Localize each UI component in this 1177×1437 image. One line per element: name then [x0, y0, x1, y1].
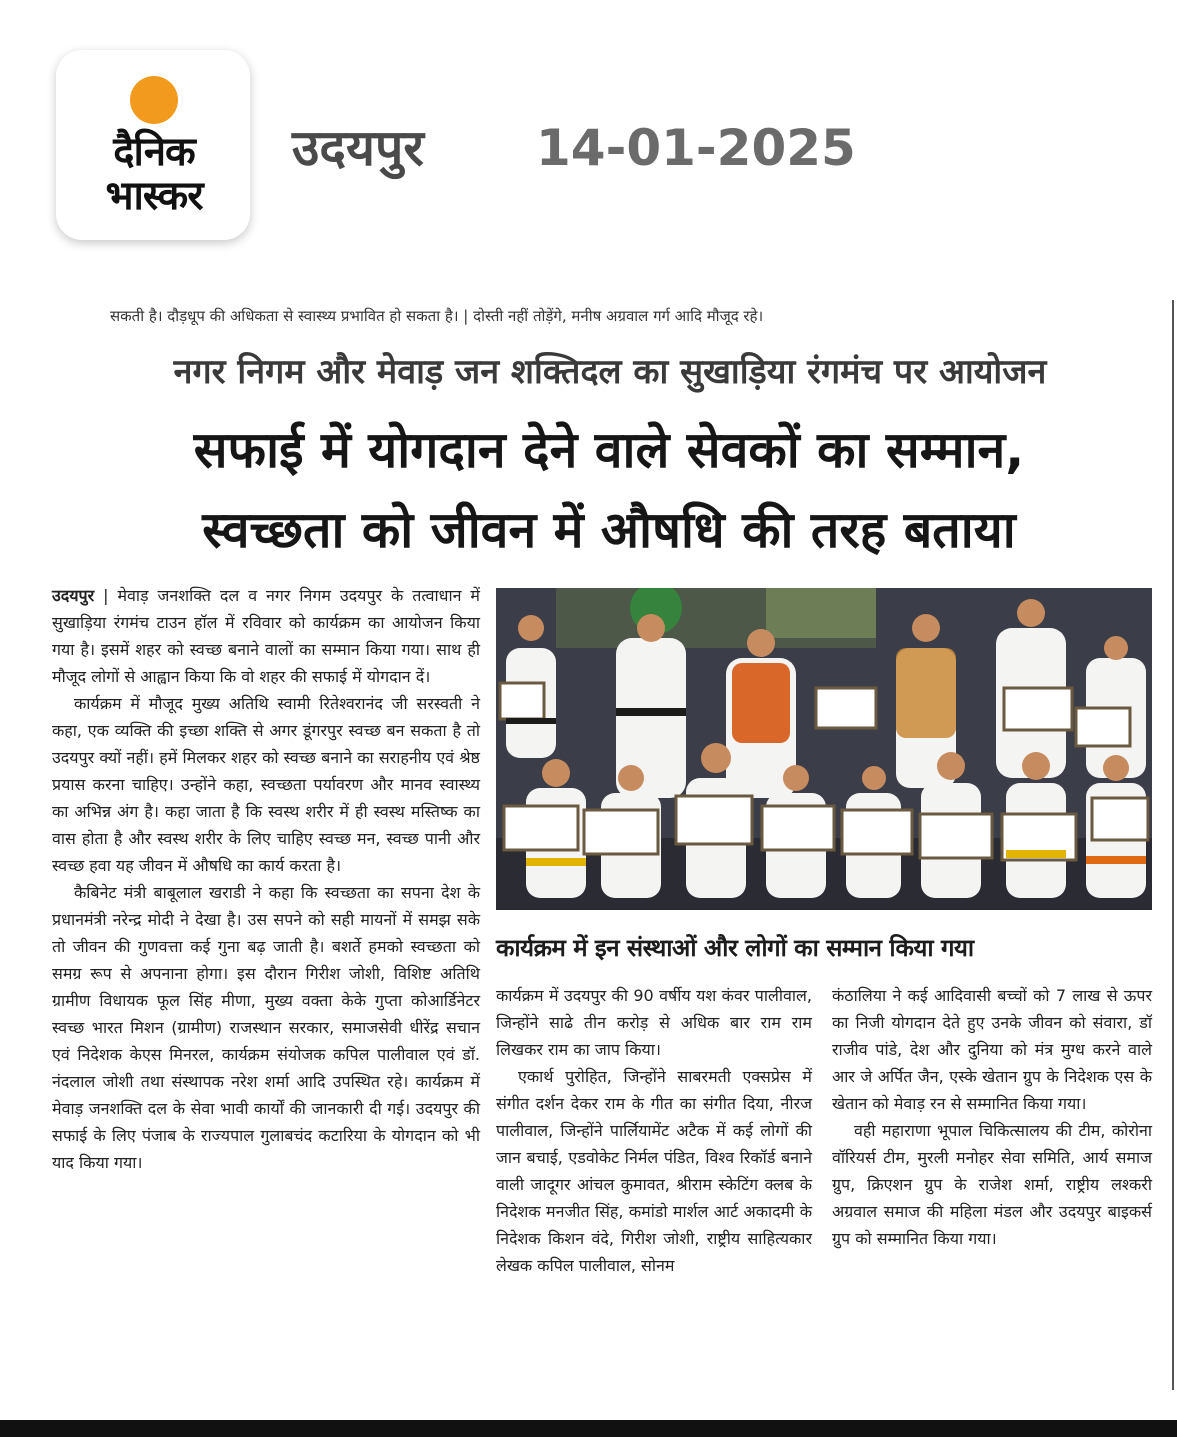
- article-kicker: नगर निगम और मेवाड़ जन शक्तिदल का सुखाड़िया रंगमंच पर आयोजन: [173, 352, 1047, 392]
- paragraph: एकार्थ पुरोहित, जिन्होंने साबरमती एक्सप्रेस में संगीत दर्शन देकर राम के गीत का संगीत दिया, नीरज पालीवाल, जिन्होंने पार्लियामेंट अटैक में कई लोगों की जान बचाई, एडवोकेट निर्मल पंडित, विश्व रिकॉर्ड बनाने वाली जादूगर आंचल कुमावत, श्रीराम स्केटिंग क्लब के निदेशक मनजीत सिंह, कमांडो मार्शल आर्ट अकादमी के निदेशक किशन वंदे, गिरीश जोशी, राष्ट्रीय साहित्यकार लेखक कपिल पालीवाल, सोनम: [496, 1067, 812, 1275]
- paragraph: वही महाराणा भूपाल चिकित्सालय की टीम, कोरोना वॉरियर्स टीम, मुरली मनोहर सेवा समिति, आर्य समाज ग्रुप, क्रिएशन ग्रुप के राजेश शर्मा, राष्ट्रीय लश्करी अग्रवाल समाज की महिला मंडल और उदयपुर बाइकर्स ग्रुप को सम्मानित किया गया।: [832, 1121, 1152, 1248]
- headline-line-2: स्वच्छता को जीवन में औषधि की तरह बताया: [202, 501, 1016, 559]
- paragraph: [52, 582, 480, 690]
- sun-icon: [130, 76, 178, 124]
- paragraph: कार्यक्रम में मौजूद मुख्य अतिथि स्वामी रितेश्वरानंद जी सरस्वती ने कहा, एक व्यक्ति की इच्छा शक्ति से अगर डूंगरपुर स्वच्छ बन सकता है तो उदयपुर क्यों नहीं। हमें मिलकर शहर को स्वच्छ बनाने का सराहनीय एवं श्रेष्ठ प्रयास करना चाहिए। उन्होंने कहा, स्वच्छता पर्यावरण और मानव स्वास्थ्य का अभिन्न अंग है। कहा जाता है कि स्वस्थ शरीर में ही स्वस्थ मस्तिष्क का वास होता है और स्वस्थ शरीर के लिए चाहिए स्वच्छ मन, स्वच्छ पानी और स्वच्छ हवा यह जीवन में औषधि का कार्य करता है।: [52, 694, 480, 875]
- logo-wordmark: दैनिक भास्कर: [105, 129, 203, 219]
- paragraph-text: | मेवाड़ जनशक्ति दल व नगर निगम उदयपुर के तत्वाधान में सुखाड़िया रंगमंच टाउन हॉल में रविवार को कार्यक्रम का आयोजन किया गया है। इसमें शहर को स्वच्छ बनाने वालों का सम्मान किया गया। साथ ही मौजूद लोगों से आह्वान किया कि वो शहर की सफाई में योगदान दें।: [52, 586, 480, 686]
- edition-date: 14-01-2025: [536, 119, 856, 177]
- bottom-bar: [0, 1420, 1177, 1437]
- dainik-bhaskar-logo: [56, 50, 250, 240]
- article-column-1: [52, 582, 480, 1176]
- article-headline: [54, 410, 1164, 570]
- newspaper-clipping: [40, 282, 1177, 1412]
- article-column-3: [832, 982, 1152, 1252]
- column-rule: [1172, 300, 1174, 1390]
- edition-city: उदयपुर: [292, 119, 424, 177]
- dateline: उदयपुर: [52, 586, 95, 605]
- article-column-2: [496, 982, 812, 1279]
- event-photo: [496, 588, 1152, 910]
- paragraph: कंठालिया ने कई आदिवासी बच्चों को 7 लाख से ऊपर का निजी योगदान देते हुए उनके जीवन को संवारा, डॉ राजीव पांडे, देश और दुनिया को मंत्र मुग्ध करने वाले आर जे अर्पित जैन, एस्के खेतान ग्रुप के निदेशक एस के खेतान को मेवाड़ रन से सम्मानित किया गया।: [832, 986, 1152, 1113]
- event-photo-illustration: [496, 588, 1152, 910]
- paragraph: कैबिनेट मंत्री बाबूलाल खराडी ने कहा कि स्वच्छता का सपना देश के प्रधानमंत्री नरेन्द्र मोदी ने देखा है। उस सपने को सही मायनों में समझ सके तो जीवन की गुणवत्ता कई गुना बढ़ जाती है। बशर्ते हमको स्वच्छता को समग्र रूप से अपनाना होगा। इस दौरान गिरीश जोशी, विशिष्ट अतिथि ग्रामीण विधायक फूल सिंह मीणा, मुख्य वक्ता केके गुप्ता कोआर्डिनेटर स्वच्छ भारत मिशन (ग्रामीण) राजस्थान सरकार, समाजसेवी धीरेंद्र सचान एवं निदेशक केएस मिनरल, कार्यक्रम संयोजक कपिल पालीवाल एवं डॉ. नंदलाल जोशी तथा संस्थापक नरेश शर्मा आदि उपस्थित रहे। कार्यक्रम में मेवाड़ जनशक्ति दल के सेवा भावी कार्यों की जानकारी दी गई। उदयपुर की सफाई के लिए पंजाब के राज्यपाल गुलाबचंद कटारिया के योगदान को भी याद किया गया।: [52, 883, 480, 1172]
- top-strip-text: सकती है। दौड़धूप की अधिकता से स्वास्थ्य प्रभावित हो सकता है। | दोस्ती नहीं तोड़ेंगे, मनीष अग्रवाल गर्ग आदि मौजूद रहे।: [110, 307, 764, 325]
- headline-line-1: सफाई में योगदान देने वाले सेवकों का सम्मान,: [193, 421, 1025, 479]
- paragraph: कार्यक्रम में उदयपुर की 90 वर्षीय यश कंवर पालीवाल, जिन्होंने साढे तीन करोड़ से अधिक बार राम राम लिखकर राम का जाप किया।: [496, 986, 812, 1059]
- article-subhead: कार्यक्रम में इन संस्थाओं और लोगों का सम्मान किया गया: [496, 934, 974, 962]
